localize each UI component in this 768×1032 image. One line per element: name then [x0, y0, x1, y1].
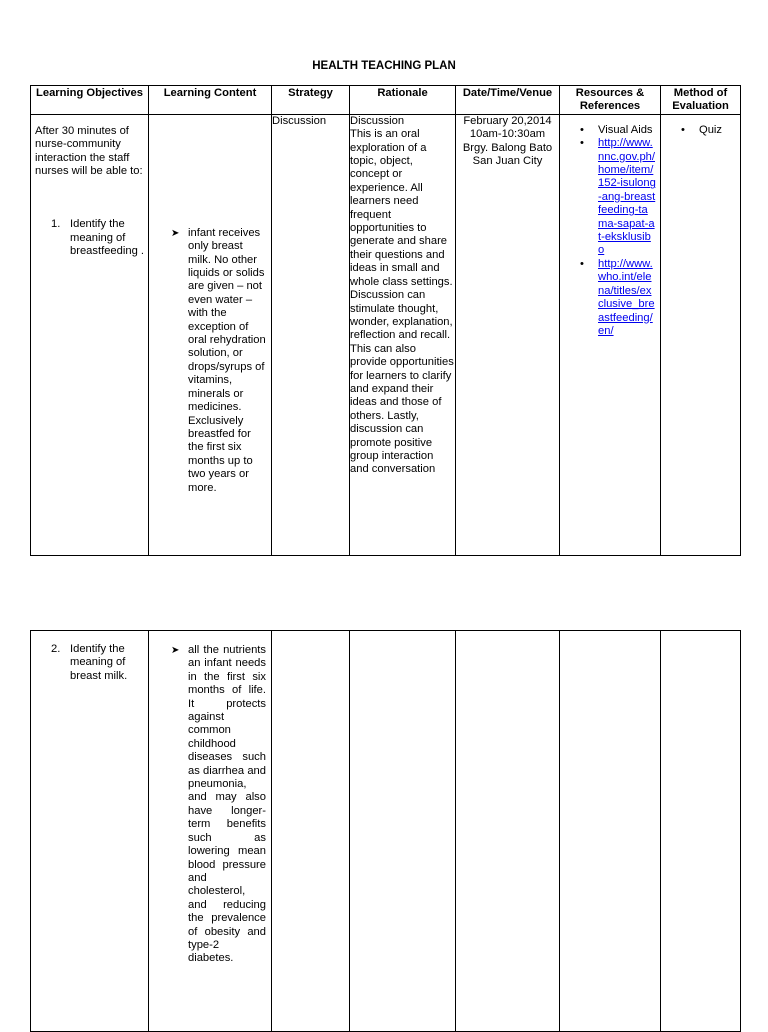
resources-cell [560, 631, 661, 1032]
list-item [560, 258, 660, 338]
objectives-intro: After 30 minutes of nurse-community interaction the staff nurses will be able to: [35, 124, 143, 178]
strategy-text: Discussion [272, 114, 327, 127]
content-cell [149, 631, 272, 1032]
header-resources: Resources & References [560, 86, 661, 115]
table-row [31, 114, 741, 555]
rationale-text: This is an oral exploration of a topic, object, concept or experience. All learners need frequent opportunities to generate and share their questions and ideas in small and whole class settings. Discussion can stimulate thought, wonder, explanation, reflection and recall. This can also provide opportunities for learners to clarify and expand their ideas and those of others. Lastly, discussion can promote positive group interaction and conversation [350, 128, 454, 476]
rationale-cell [350, 631, 456, 1032]
header-rationale: Rationale [350, 86, 456, 115]
objectives-cell [31, 631, 149, 1032]
objective-item [31, 643, 148, 683]
date-text: February 20,2014 [463, 114, 552, 127]
header-method-of-evaluation: Method of Evaluation [661, 86, 741, 115]
teaching-plan-table-continued [30, 630, 741, 1032]
header-row [31, 86, 741, 115]
strategy-cell [272, 114, 350, 555]
header-learning-objectives: Learning Objectives [31, 86, 149, 115]
arrow-bullet-icon: ➤ [171, 645, 180, 656]
content-item [149, 227, 271, 495]
bullet-dot-icon: • [681, 123, 685, 136]
header-date-time-venue: Date/Time/Venue [456, 86, 560, 115]
strategy-cell [272, 631, 350, 1032]
evaluation-cell [661, 114, 741, 555]
content-item [149, 644, 271, 966]
resource-link[interactable]: http://www.nnc.gov.ph/home/item/152-isulong-ang-breastfeeding-tama-sapat-at-eksklusibo [598, 137, 656, 257]
objective-text: Identify the meaning of breast milk. [70, 643, 128, 682]
date-time-venue-cell [456, 631, 560, 1032]
objective-text: Identify the meaning of breastfeeding . [70, 218, 145, 258]
bullet-dot-icon: • [580, 257, 584, 270]
content-text: all the nutrients an infant needs in the first six months of life. It protects against common childhood diseases such as diarrhea and pneumonia, and may also have longer-term benefits such as lowering mean blood pressure and cholesterol, and reducing the prevalence of obesity and type-2 diabetes. [188, 644, 266, 965]
header-learning-content: Learning Content [149, 86, 272, 115]
venue-text: Brgy. Balong Bato San Juan City [462, 141, 553, 168]
header-strategy: Strategy [272, 86, 350, 115]
arrow-bullet-icon: ➤ [171, 227, 180, 239]
list-item [661, 124, 740, 137]
bullet-dot-icon: • [580, 123, 584, 136]
objectives-cell [31, 114, 149, 555]
list-item [560, 137, 660, 258]
objective-item [31, 218, 148, 258]
evaluation-list [661, 115, 740, 137]
rationale-cell [350, 114, 456, 555]
time-text: 10am-10:30am [469, 128, 546, 141]
list-item [560, 124, 660, 137]
resource-link[interactable]: http://www.who.int/elena/titles/exclusive_breastfeeding/en/ [598, 257, 655, 337]
evaluation-cell [661, 631, 741, 1032]
objective-number: 1. [51, 218, 61, 231]
evaluation-text: Quiz [699, 123, 723, 136]
rationale-title: Discussion [350, 114, 405, 127]
content-cell [149, 114, 272, 555]
resources-cell [560, 114, 661, 555]
table-row [31, 631, 741, 1032]
resource-text: Visual Aids [598, 123, 653, 136]
teaching-plan-table [30, 85, 741, 556]
bullet-dot-icon: • [580, 137, 584, 150]
page-title: HEALTH TEACHING PLAN [312, 60, 456, 72]
content-text: infant receives only breast milk. No other liquids or solids are given – not even water – with the exception of oral rehydration solution, or drops/syrups of vitamins, minerals or medicines. Exclusively breastfed for the first six months up to two years or more. [188, 226, 266, 494]
date-time-venue-cell [456, 114, 560, 555]
objective-number: 2. [51, 643, 61, 655]
resources-list [560, 115, 660, 339]
